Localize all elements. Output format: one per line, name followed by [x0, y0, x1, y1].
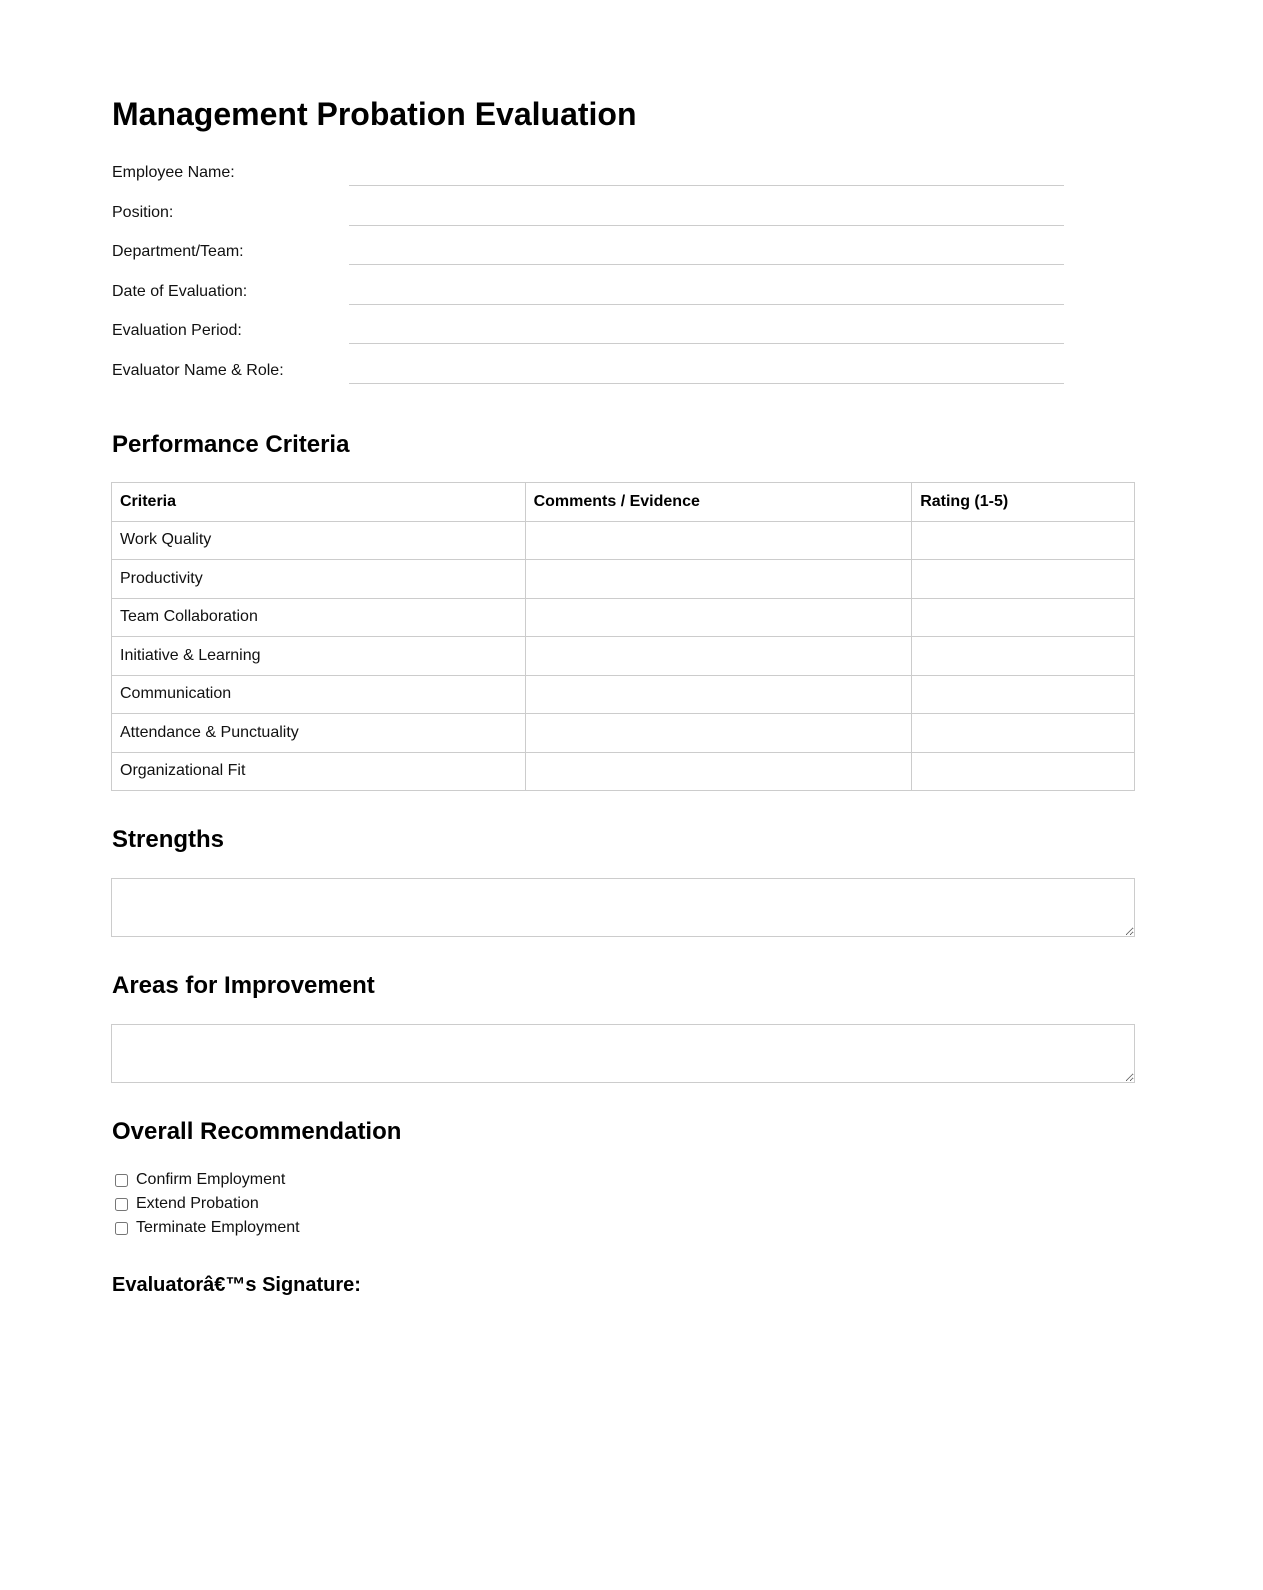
overall-recommendation-heading: Overall Recommendation — [112, 1118, 402, 1145]
department-field[interactable] — [349, 263, 1064, 265]
strengths-heading: Strengths — [112, 826, 225, 853]
comments-cell[interactable] — [525, 675, 912, 714]
rating-cell[interactable] — [912, 675, 1135, 714]
info-row-evaluator — [112, 358, 1065, 398]
info-row-department — [112, 239, 1065, 279]
comments-cell[interactable] — [525, 521, 912, 560]
comments-cell[interactable] — [525, 752, 912, 791]
page-title: Management Probation Evaluation — [112, 96, 637, 132]
employee-info-fields — [112, 160, 1065, 397]
info-row-evaluation-period — [112, 318, 1065, 358]
extend-probation-label: Extend Probation — [136, 1195, 259, 1212]
info-row-position — [112, 200, 1065, 240]
comments-cell[interactable] — [525, 714, 912, 753]
criteria-cell: Productivity — [112, 560, 526, 599]
evaluator-label: Evaluator Name & Role: — [112, 361, 284, 379]
criteria-cell: Organizational Fit — [112, 752, 526, 791]
criteria-cell: Communication — [112, 675, 526, 714]
improvement-textarea[interactable] — [111, 1024, 1135, 1083]
rating-cell[interactable] — [912, 598, 1135, 637]
rating-cell[interactable] — [912, 521, 1135, 560]
comments-cell[interactable] — [525, 560, 912, 599]
criteria-cell: Attendance & Punctuality — [112, 714, 526, 753]
criteria-cell: Team Collaboration — [112, 598, 526, 637]
option-extend-probation[interactable] — [112, 1192, 300, 1216]
criteria-cell: Work Quality — [112, 521, 526, 560]
areas-for-improvement-heading: Areas for Improvement — [112, 972, 375, 999]
terminate-employment-checkbox[interactable] — [115, 1222, 128, 1235]
rating-cell[interactable] — [912, 637, 1135, 676]
evaluation-period-label: Evaluation Period: — [112, 322, 242, 339]
column-header-comments: Comments / Evidence — [525, 483, 912, 522]
table-row — [112, 675, 1135, 714]
performance-criteria-table — [111, 482, 1135, 791]
evaluation-date-field[interactable] — [349, 303, 1064, 305]
table-row — [112, 598, 1135, 637]
comments-cell[interactable] — [525, 637, 912, 676]
evaluation-period-field[interactable] — [349, 342, 1064, 344]
rating-cell[interactable] — [912, 752, 1135, 791]
evaluation-date-label: Date of Evaluation: — [112, 282, 248, 300]
info-row-evaluation-date — [112, 279, 1065, 319]
rating-cell[interactable] — [912, 714, 1135, 753]
employee-name-field[interactable] — [349, 184, 1064, 186]
performance-criteria-heading: Performance Criteria — [112, 431, 350, 458]
option-confirm-employment[interactable] — [112, 1168, 300, 1192]
table-row — [112, 637, 1135, 676]
evaluator-signature-heading: Evaluatorâ€™s Signature: — [112, 1274, 361, 1296]
confirm-employment-label: Confirm Employment — [136, 1171, 286, 1188]
evaluator-field[interactable] — [349, 382, 1064, 384]
employee-name-label: Employee Name: — [112, 164, 235, 181]
option-terminate-employment[interactable] — [112, 1216, 300, 1240]
table-row — [112, 752, 1135, 791]
table-header-row — [112, 483, 1135, 522]
table-row — [112, 714, 1135, 753]
criteria-cell: Initiative & Learning — [112, 637, 526, 676]
info-row-employee-name — [112, 160, 1065, 200]
rating-cell[interactable] — [912, 560, 1135, 599]
recommendation-options — [112, 1168, 300, 1240]
table-row — [112, 521, 1135, 560]
extend-probation-checkbox[interactable] — [115, 1198, 128, 1211]
department-label: Department/Team: — [112, 243, 244, 260]
confirm-employment-checkbox[interactable] — [115, 1174, 128, 1187]
comments-cell[interactable] — [525, 598, 912, 637]
position-field[interactable] — [349, 224, 1064, 226]
strengths-textarea[interactable] — [111, 878, 1135, 937]
column-header-criteria: Criteria — [112, 483, 526, 522]
column-header-rating: Rating (1-5) — [912, 483, 1135, 522]
table-row — [112, 560, 1135, 599]
position-label: Position: — [112, 203, 174, 221]
terminate-employment-label: Terminate Employment — [136, 1219, 300, 1236]
